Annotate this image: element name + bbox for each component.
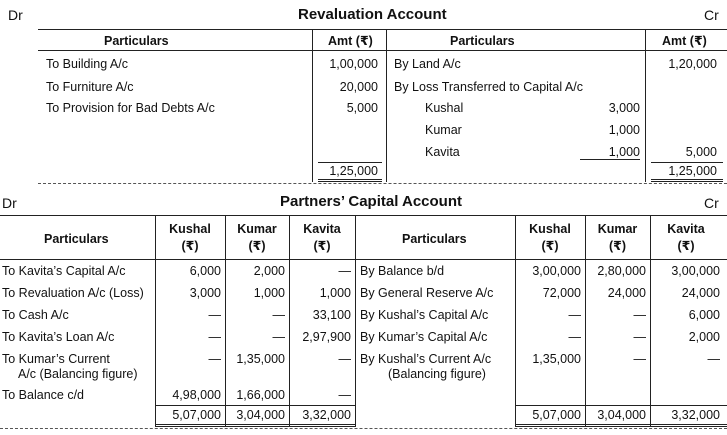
revaluation-amount-header: Amt (₹)	[662, 34, 707, 48]
capital-credit-kumar: —	[633, 308, 646, 322]
capital-double-rule	[155, 424, 355, 425]
capital-credit-label-continued: (Balancing figure)	[388, 367, 486, 381]
capital-debit-label-continued: A/c (Balancing figure)	[18, 367, 138, 381]
revaluation-dr-label: Dr	[8, 7, 23, 23]
revaluation-total-debit: 1,25,000	[329, 164, 378, 178]
revaluation-debit-label: To Provision for Bad Debts A/c	[46, 101, 215, 115]
capital-credit-kumar: 2,80,000	[597, 264, 646, 278]
revaluation-total-rule	[651, 162, 723, 163]
capital-divider	[355, 215, 356, 427]
capital-credit-label: By Balance b/d	[360, 264, 445, 278]
capital-debit-kushal: 3,000	[189, 286, 221, 300]
capital-credit-label: By Kumar’s Capital A/c	[360, 330, 488, 344]
capital-debit-label: To Revaluation A/c (Loss)	[2, 286, 144, 300]
revaluation-credit-label: By Land A/c	[394, 57, 461, 71]
capital-credit-kushal: —	[568, 330, 581, 344]
capital-debit-kushal: —	[208, 352, 221, 366]
revaluation-subtotal-rule	[580, 159, 640, 160]
capital-debit-label: To Cash A/c	[2, 308, 69, 322]
capital-debit-kavita: 1,000	[319, 286, 351, 300]
capital-kavita-header: Kavita	[667, 222, 705, 236]
capital-debit-label: To Balance c/d	[2, 388, 84, 402]
capital-unit-header: (₹)	[313, 239, 331, 253]
capital-debit-kumar: 1,35,000	[236, 352, 285, 366]
capital-credit-kumar: —	[633, 330, 646, 344]
capital-kumar-header: Kumar	[237, 222, 277, 236]
capital-total-rule	[155, 405, 355, 406]
capital-double-rule	[515, 426, 727, 427]
capital-debit-kumar: 1,000	[253, 286, 285, 300]
capital-particulars-header: Particulars	[402, 232, 467, 246]
capital-debit-kavita: 33,100	[312, 308, 351, 322]
capital-credit-kushal: 72,000	[542, 286, 581, 300]
capital-total-credit-kavita: 3,32,000	[671, 408, 720, 422]
revaluation-partner-name: Kushal	[425, 101, 464, 115]
capital-debit-kushal: —	[208, 308, 221, 322]
revaluation-total-rule	[318, 162, 382, 163]
capital-debit-kushal: 6,000	[189, 264, 221, 278]
capital-credit-label: By Kushal’s Current A/c	[360, 352, 492, 366]
capital-header-rule	[0, 259, 727, 260]
revaluation-double-rule	[651, 181, 723, 182]
capital-debit-kushal: —	[208, 330, 221, 344]
revaluation-partner-amount: 1,000	[608, 123, 640, 137]
capital-unit-header: (₹)	[181, 239, 199, 253]
capital-credit-label: By Kushal’s Capital A/c	[360, 308, 489, 322]
capital-credit-kushal: 3,00,000	[532, 264, 581, 278]
capital-credit-kavita: —	[707, 352, 720, 366]
capital-kushal-header: Kushal	[529, 222, 571, 236]
capital-debit-kavita: 2,97,900	[302, 330, 351, 344]
capital-total-debit-kushal: 5,07,000	[172, 408, 221, 422]
capital-kushal-header: Kushal	[169, 222, 211, 236]
revaluation-double-rule	[318, 179, 382, 180]
capital-total-credit-kushal: 5,07,000	[532, 408, 581, 422]
capital-cr-label: Cr	[704, 195, 719, 211]
capital-total-rule	[515, 405, 727, 406]
capital-debit-kavita: —	[338, 352, 351, 366]
revaluation-particulars-header: Particulars	[450, 34, 515, 48]
revaluation-bottom-rule	[38, 183, 727, 184]
capital-unit-header: (₹)	[608, 239, 627, 253]
revaluation-debit-label: To Building A/c	[46, 57, 128, 71]
capital-debit-kavita: —	[338, 264, 351, 278]
revaluation-particulars-header: Particulars	[104, 34, 169, 48]
revaluation-cr-label: Cr	[704, 7, 719, 23]
revaluation-debit-amount: 5,000	[346, 101, 378, 115]
capital-total-debit-kavita: 3,32,000	[302, 408, 351, 422]
revaluation-top-rule	[38, 29, 727, 30]
revaluation-debit-amount: 20,000	[339, 80, 378, 94]
revaluation-partner-amount: 1,000	[608, 145, 640, 159]
capital-debit-kumar: —	[272, 330, 285, 344]
revaluation-double-rule	[651, 179, 723, 180]
revaluation-debit-amount: 1,00,000	[329, 57, 378, 71]
capital-credit-kumar: —	[633, 352, 646, 366]
capital-title: Partners’ Capital Account	[280, 193, 462, 210]
capital-credit-kushal: —	[568, 308, 581, 322]
capital-debit-kumar: 1,66,000	[236, 388, 285, 402]
capital-total-debit-kumar: 3,04,000	[236, 408, 285, 422]
revaluation-amount-header: Amt (₹)	[328, 34, 373, 48]
capital-credit-kumar: 24,000	[607, 286, 646, 300]
capital-credit-kavita: 2,000	[688, 330, 720, 344]
revaluation-header-rule	[38, 50, 727, 51]
capital-top-rule	[0, 215, 727, 216]
revaluation-partner-name: Kumar	[425, 123, 462, 137]
capital-credit-kavita: 3,00,000	[671, 264, 720, 278]
capital-double-rule	[155, 426, 355, 427]
revaluation-total-credit: 1,25,000	[668, 164, 717, 178]
capital-unit-header: (₹)	[248, 239, 266, 253]
capital-kavita-header: Kavita	[303, 222, 341, 236]
revaluation-title: Revaluation Account	[298, 6, 447, 23]
revaluation-credit-label: By Loss Transferred to Capital A/c	[394, 80, 583, 94]
capital-debit-kumar: —	[272, 308, 285, 322]
revaluation-partner-amount: 3,000	[608, 101, 640, 115]
capital-bottom-rule	[0, 428, 727, 429]
revaluation-partner-name: Kavita	[425, 145, 460, 159]
revaluation-debit-label: To Furniture A/c	[46, 80, 134, 94]
capital-credit-label: By General Reserve A/c	[360, 286, 494, 300]
capital-debit-label: To Kavita’s Capital A/c	[2, 264, 126, 278]
revaluation-loss-total: 5,000	[685, 145, 717, 159]
capital-credit-kushal: 1,35,000	[532, 352, 581, 366]
capital-double-rule	[515, 424, 727, 425]
capital-particulars-header: Particulars	[44, 232, 109, 246]
capital-credit-kavita: 6,000	[688, 308, 720, 322]
capital-debit-kumar: 2,000	[253, 264, 285, 278]
revaluation-credit-amount: 1,20,000	[668, 57, 717, 71]
capital-debit-label: To Kavita’s Loan A/c	[2, 330, 115, 344]
capital-kumar-header: Kumar	[597, 222, 638, 236]
capital-credit-kavita: 24,000	[681, 286, 720, 300]
capital-debit-label: To Kumar’s Current	[2, 352, 110, 366]
capital-debit-kushal: 4,98,000	[172, 388, 221, 402]
revaluation-divider	[386, 29, 387, 182]
capital-unit-header: (₹)	[541, 239, 559, 253]
revaluation-divider	[645, 29, 646, 182]
capital-total-credit-kumar: 3,04,000	[597, 408, 646, 422]
capital-unit-header: (₹)	[677, 239, 695, 253]
capital-debit-kavita: —	[338, 388, 351, 402]
revaluation-double-rule	[318, 181, 382, 182]
capital-dr-label: Dr	[2, 195, 17, 211]
